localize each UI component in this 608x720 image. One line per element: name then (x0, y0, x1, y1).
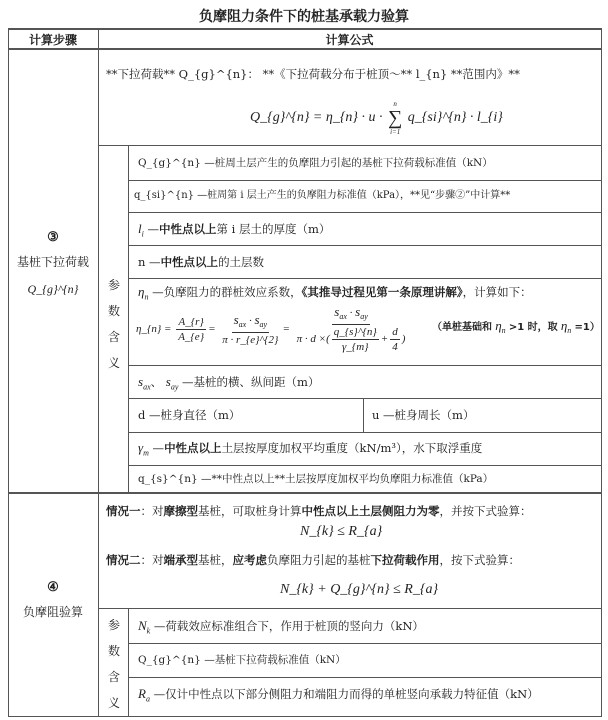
param-row: u —桩身周长（m） (372, 408, 475, 422)
param-row: $l_i$ —中性点以上第 i 层土的厚度（m） (138, 221, 331, 239)
header-steps: 计算步骤 (28, 33, 77, 47)
param-row: Q_{g}^{n} —基桩下拉荷载标准值（kN） (138, 654, 346, 666)
formula-sum-body: q_{si}^{n} · l_{i} (407, 110, 503, 126)
eta-lhs: η_{n} = (136, 323, 172, 336)
step3-cell (8, 230, 98, 297)
param-row: d —桩身直径（m） (138, 408, 241, 422)
step3-number: ③ (47, 230, 59, 245)
eta-note: （单桩基础和 $\eta_n >1$ 时，取 $\eta_n =1$） (432, 318, 600, 335)
eq1: N_{k} ≤ R_{a} (300, 524, 383, 539)
param-row: $\eta_n$ —负摩阻力的群桩效应系数，《其推导过程见第一条原理讲解》，计算如下： (138, 284, 532, 302)
param-row: $N_k$ —荷载效应标准组合下，作用于桩顶的竖向力（kN） (138, 618, 424, 636)
formula-rhs: = η_{n} · u · (312, 110, 383, 126)
step3-formula (250, 100, 503, 136)
param-row: $\gamma_m$ —中性点以上土层按厚度加权平均重度（kN/m³），水下取浮重度 (138, 440, 483, 458)
step3-intro: **下拉荷载** Q_{g}^{n}： **《下拉荷载分布于桩顶～** l_{n} **范围内》** (106, 67, 520, 81)
step4-cell (8, 580, 98, 620)
param-row: Q_{g}^{n} —桩周土层产生的负摩阻力引起的基桩下拉荷载标准值（kN） (138, 157, 493, 169)
param-row: q_{si}^{n} —桩周第 i 层土产生的负摩阻力标准值（kPa），**见“步骤②”中计算** (134, 190, 511, 201)
page-title: 负摩阻力条件下的桩基承载力验算 (199, 9, 409, 25)
eq2: N_{k} + Q_{g}^{n} ≤ R_{a} (280, 582, 439, 597)
param-row: $R_a$ —仅计中性点以下部分侧阻力和端阻力而得的单桩竖向承载力特征值（kN） (138, 686, 539, 704)
step3-symbol: Q_{g}^{n} (27, 282, 79, 296)
formula-lhs: Q_{g}^{n} (250, 110, 310, 126)
step3-param-label: 参 数 含 义 (107, 278, 120, 370)
param-row: n —中性点以上的土层数 (138, 255, 265, 269)
step4-param-label: 参 数 含 义 (107, 618, 120, 710)
header-formula: 计算公式 (325, 33, 374, 47)
case2-text: 情况二：对端承型基桩，应考虑负摩阻力引起的基桩下拉荷载作用，按下式验算： (106, 553, 520, 567)
sum-icon: n ∑ i=1 (388, 100, 403, 136)
param-row: $s_{ax}$、 $s_{ay}$ —基桩的横、纵间距（m） (138, 374, 320, 392)
case1-text: 情况一：对摩擦型基桩，可取桩身计算中性点以上土层侧阻力为零，并按下式验算： (106, 504, 532, 518)
param-row: q_{s}^{n} —**中性点以上**土层按厚度加权平均负摩阻力标准值（kPa） (138, 473, 494, 485)
step4-label: 负摩阻验算 (22, 605, 83, 619)
eta-formula: η_{n} = $\frac{A\_\{r\}}{A\_\{e\}}$ = $\frac{s_{ax} \cdot s_{ay}}{\pi \cdot r\_\{e\}\^{}\{2\}}$ = $s_{ax} \cdot s_{ay}$ π · d ×( $\frac{q\_\{s\}\^{}\{n\}}{\gamma\_\{m\}}$ + $\frac{d}{4}$ ) (136, 304, 406, 354)
step3-label: 基桩下拉荷载 (16, 255, 89, 269)
step4-number: ④ (47, 580, 59, 595)
